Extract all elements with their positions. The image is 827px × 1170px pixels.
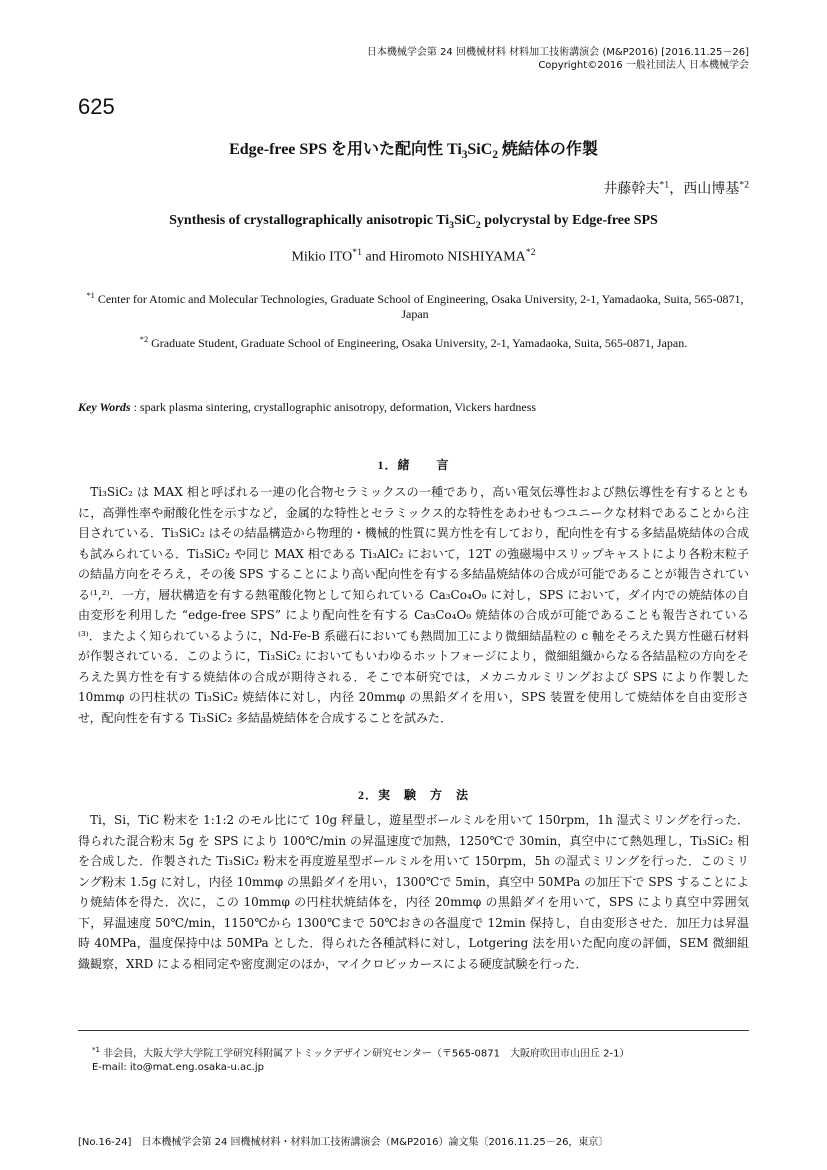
title-english: Synthesis of crystallographically anisotropic $Ti_3SiC_2$ polycrystal by Edge-free SPS [169,213,658,231]
section-2-body: Ti，Si，TiC 粉末を 1:1:2 のモル比にて 10g 秤量し，遊星型ボールミルを用いて 150rpm，1h 湿式ミリングを行った．得られた混合粉末 5g を SPS により 100℃/min の昇温速度で加熱，1250℃で 30min，真空中にて熱処理し，Ti₃SiC₂ 相を合成した．作製された Ti₃SiC₂ 粉末を再度遊星型ボールミルを用いて 150rpm，5h の湿式ミリングを行った．このミリング粉末 1.5g に対し，内径 10mmφ の黒鉛ダイを用い，1300℃で 5min，真空中 50MPa の加圧下で SPS することにより焼結体を得た．次に，この 10mmφ の円柱状焼結体を，内径 20mmφ の黒鉛ダイを用いて，SPS により真空中雰囲気下，昇温速度 50℃/min，1150℃から 1300℃まで 50℃おきの各温度で 12min 保持し，自由変形させた．加圧力は昇温時 40MPa，温度保持中は 50MPa とした．得られた各種試料に対し，Lotgering 法を用いた配向度の評価，SEM 微細組織観察，XRD による相同定や密度測定のほか，マイクロビッカースによる硬度試験を行った． [78,813,749,971]
keywords-text: : spark plasma sintering, crystallographic anisotropy, deformation, Vickers hardness [130,400,537,414]
affiliation-1: $^{*1}$ Center for Atomic and Molecular Technologies, Graduate School of Engineering, Osaka University, 2-1, Yamadaoka, Suita, 565-0871, Japan [86,291,744,321]
title-japanese: Edge-free SPS を用いた配向性 $Ti_3SiC_2$ 焼結体の作製 [229,141,598,162]
keywords-label: Key Words [78,400,131,414]
header-conference: 日本機械学会第 24 回機械材料 材料加工技術講演会 (M&P2016) [2016.11.25－26] [366,47,749,58]
affiliation-2: $^{*2}$ Graduate Student, Graduate School of Engineering, Osaka University, 2-1, Yamadaoka, Suita, 565-0871, Japan. [139,335,688,350]
keywords [78,400,536,415]
header-copyright: Copyright©2016 一般社団法人 日本機械学会 [538,60,749,71]
footnote-divider [78,1030,749,1031]
section-1-title: 1．緒 言 [377,458,450,472]
authors-japanese: 井藤幹夫$^{*1}$，西山博基$^{*2}$ [603,179,749,197]
footnote-email: E-mail: ito@mat.eng.osaka-u.ac.jp [92,1062,264,1074]
paper-number: 625 [78,94,115,119]
page-footer: [No.16-24] 日本機械学会第 24 回機械材料・材料加工技術講演会（M&P2016）論文集〔2016.11.25－26，東京〕 [78,1137,609,1148]
section-2-title: 2．実 験 方 法 [357,788,469,802]
authors-english: Mikio ITO$^{*1}$ and Hiromoto NISHIYAMA$^{*2}$ [291,247,536,265]
conference-header [367,46,749,72]
section-1-body: Ti₃SiC₂ は MAX 相と呼ばれる一連の化合物セラミックスの一種であり，高い電気伝導性および熱伝導性を有するとともに，高弾性率や耐酸化性を示すなど，金属的な特性とセラミックス的な特性をあわせもつユニークな材料であることから注目されている．Ti₃SiC₂ はその結晶構造から物理的・機械的性質に異方性を有しており，配向性を有する多結晶焼結体の合成も試みられている．Ti₃SiC₂ や同じ MAX 相である Ti₃AlC₂ において，12T の強磁場中スリップキャストにより各粉末粒子の結晶方向をそろえ，その後 SPS することにより高い配向性を有する多結晶焼結体の合成が可能であることが報告されている⁽¹,²⁾．一方，層状構造を有する熱電酸化物として知られている Ca₃Co₄O₉ に対し，SPS において，ダイ内での焼結体の自由変形を利用した “edge-free SPS” により配向性を有する Ca₃Co₄O₉ 焼結体の合成が可能であることも報告されている⁽³⁾．またよく知られているように，Nd-Fe-B 系磁石においても熱間加工により微細結晶粒の c 軸をそろえた異方性磁石材料が作製されている．このように，Ti₃SiC₂ においてもいわゆるホットフォージにより，微細組織からなる各結晶粒の方向をそろえた異方性を有する焼結体の合成が期待される．そこで本研究では，メカニカルミリングおよび SPS により作製した 10mmφ の円柱状の Ti₃SiC₂ 焼結体に対し，内径 20mmφ の黒鉛ダイを用い，SPS 装置を使用して焼結体を自由変形させ，配向性を有する Ti₃SiC₂ 多結晶焼結体を合成することを試みた． [78,485,749,725]
footnote: $^{*1}$ 非会員，大阪大学大学院工学研究科附属アトミックデザイン研究センター（〒565-0871 大阪府吹田市山田丘 2-1） E-mail: ito@mat.eng.osaka-u.ac.jp [92,1046,630,1074]
